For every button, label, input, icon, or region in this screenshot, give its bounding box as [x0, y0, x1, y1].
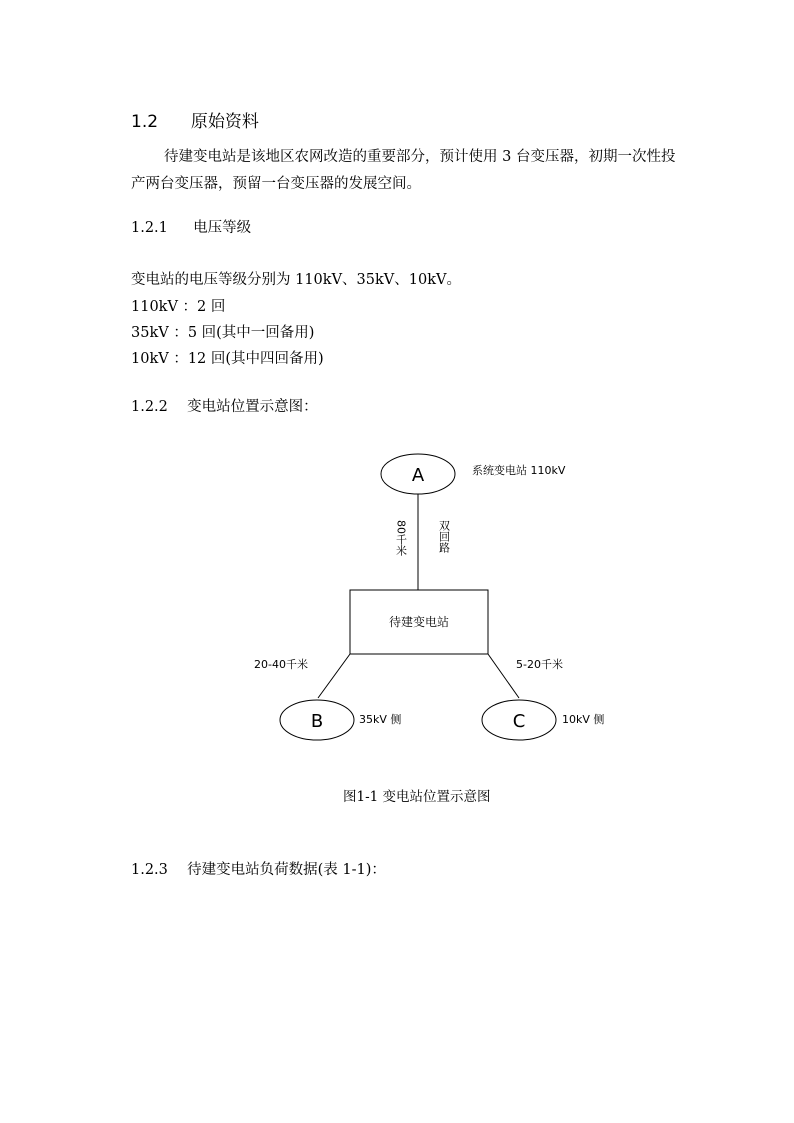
- node-c-letter: C: [512, 711, 526, 732]
- voltage-line-110kv: 110kV ：2 回: [131, 299, 226, 315]
- node-b-label: 35kV 侧: [359, 713, 402, 726]
- figure-caption: 图1-1 变电站位置示意图: [343, 789, 491, 805]
- node-b-letter: B: [310, 711, 324, 732]
- node-a-letter: A: [411, 465, 425, 486]
- line-center-to-c: [488, 654, 519, 698]
- voltage-line-35kv: 35kV ：5 回(其中一回备用): [131, 325, 315, 341]
- intro-line-2: 产两台变压器，预留一台变压器的发展空间。: [131, 176, 421, 192]
- section-number: 1.2: [131, 112, 159, 132]
- node-c-label: 10kV 侧: [562, 713, 605, 726]
- subsection-title: 变电站位置示意图：: [187, 399, 318, 415]
- voltage-line-10kv: 10kV ：12 回(其中四回备用): [131, 351, 324, 367]
- subsection-title: 待建变电站负荷数据(表 1-1)：: [187, 862, 386, 878]
- line-center-to-b: [318, 654, 350, 698]
- subsection-number: 1.2.1: [131, 220, 168, 236]
- subsection-heading-load: [131, 858, 386, 879]
- subsection-number: 1.2.2: [131, 399, 168, 415]
- voltage-summary: 变电站的电压等级分别为 110kV、35kV、10kV。: [131, 272, 461, 288]
- section-title: 原始资料: [190, 112, 259, 132]
- left-distance: 20-40千米: [254, 658, 308, 671]
- subsection-title: 电压等级: [193, 220, 252, 236]
- center-substation-label: 待建变电站: [388, 615, 450, 629]
- node-a-label: 系统变电站 110kV: [472, 464, 566, 477]
- intro-line-1: 待建变电站是该地区农网改造的重要部分，预计使用 3 台变压器，初期一次性投: [164, 149, 676, 165]
- line-a-distance: 80千米: [394, 520, 408, 556]
- right-distance: 5-20千米: [516, 658, 563, 671]
- subsection-number: 1.2.3: [131, 862, 168, 878]
- line-a-type: 双回路: [437, 520, 451, 553]
